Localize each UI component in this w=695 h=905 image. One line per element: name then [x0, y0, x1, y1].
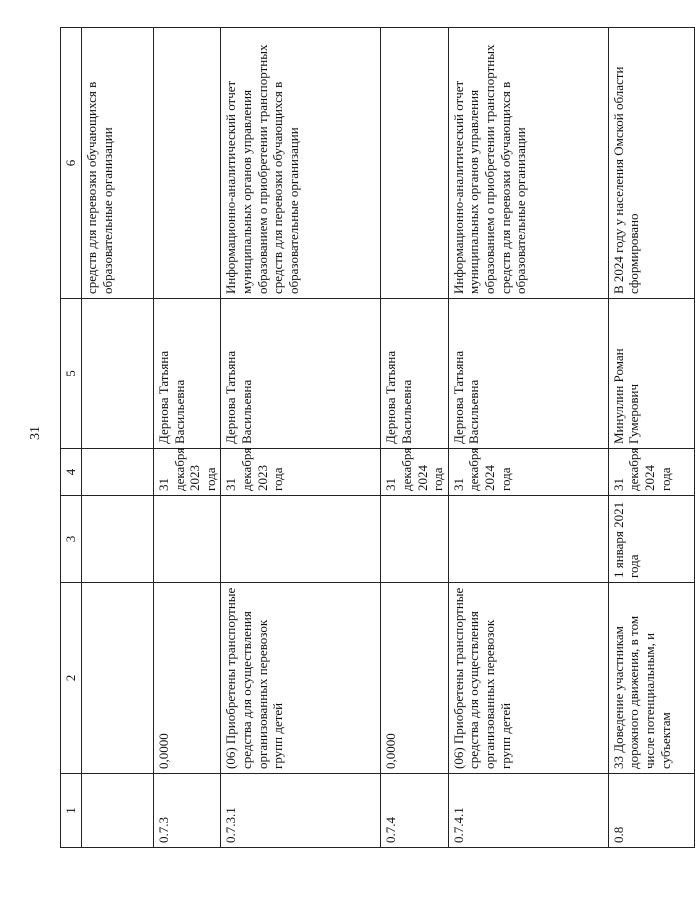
cell-result: Информационно-аналитический отчет муниципальных органов управления образованием о приобретении транспортных средств для перевозки обучающихся в образовательные организации	[221, 28, 381, 299]
cell-num: 0.8	[608, 774, 694, 848]
cell-start	[221, 496, 381, 583]
cell-end: 31 декабря 2023 года	[221, 449, 381, 496]
cell-name	[82, 583, 154, 774]
cell-result: Информационно-аналитический отчет муниципальных органов управления образованием о приобретении транспортных средств для перевозки обучающихся в образовательные организации	[448, 28, 608, 299]
table-row	[608, 28, 694, 848]
column-header: 3	[61, 496, 82, 583]
cell-end	[82, 449, 154, 496]
cell-responsible: Дернова Татьяна Васильевна	[154, 299, 221, 449]
column-header: 4	[61, 449, 82, 496]
cell-responsible: Дернова Татьяна Васильевна	[221, 299, 381, 449]
rotated-page-content	[60, 28, 673, 848]
cell-num: 0.7.4.1	[448, 774, 608, 848]
table-row	[381, 28, 448, 848]
column-header: 5	[61, 299, 82, 449]
page-number: 31	[28, 426, 43, 440]
cell-name: 0,0000	[154, 583, 221, 774]
cell-responsible: Минуллин Роман Гумерович	[608, 299, 694, 449]
column-header: 6	[61, 28, 82, 299]
cell-start	[82, 496, 154, 583]
cell-num: 0.7.3.1	[221, 774, 381, 848]
cell-name: 0,0000	[381, 583, 448, 774]
column-header: 2	[61, 583, 82, 774]
cell-end: 31 декабря 2024 года	[448, 449, 608, 496]
cell-responsible	[82, 299, 154, 449]
cell-responsible: Дернова Татьяна Васильевна	[381, 299, 448, 449]
cell-result: средств для перевозки обучающихся в образовательные организации	[82, 28, 154, 299]
cell-num: 0.7.4	[381, 774, 448, 848]
cell-name: (06) Приобретены транспортные средства для осуществления организованных перевозок групп детей	[448, 583, 608, 774]
cell-end: 31 декабря 2024 года	[608, 449, 694, 496]
cell-end: 31 декабря 2023 года	[154, 449, 221, 496]
cell-start	[448, 496, 608, 583]
cell-result: В 2024 году у населения Омской области сформировано	[608, 28, 694, 299]
table-row	[82, 28, 154, 848]
cell-result	[154, 28, 221, 299]
cell-start	[154, 496, 221, 583]
cell-start	[381, 496, 448, 583]
cell-responsible: Дернова Татьяна Васильевна	[448, 299, 608, 449]
cell-end: 31 декабря 2024 года	[381, 449, 448, 496]
cell-name: (06) Приобретены транспортные средства для осуществления организованных перевозок групп детей	[221, 583, 381, 774]
cell-num: 0.7.3	[154, 774, 221, 848]
cell-result	[381, 28, 448, 299]
cell-num	[82, 774, 154, 848]
cell-name: 33 Доведение участникам дорожного движения, в том числе потенциальным, и субъектам	[608, 583, 694, 774]
cell-start: 1 января 2021 года	[608, 496, 694, 583]
table-row	[154, 28, 221, 848]
table-row	[448, 28, 608, 848]
plan-table	[60, 27, 695, 848]
column-header: 1	[61, 774, 82, 848]
table-row	[221, 28, 381, 848]
table-header-row	[61, 28, 82, 848]
